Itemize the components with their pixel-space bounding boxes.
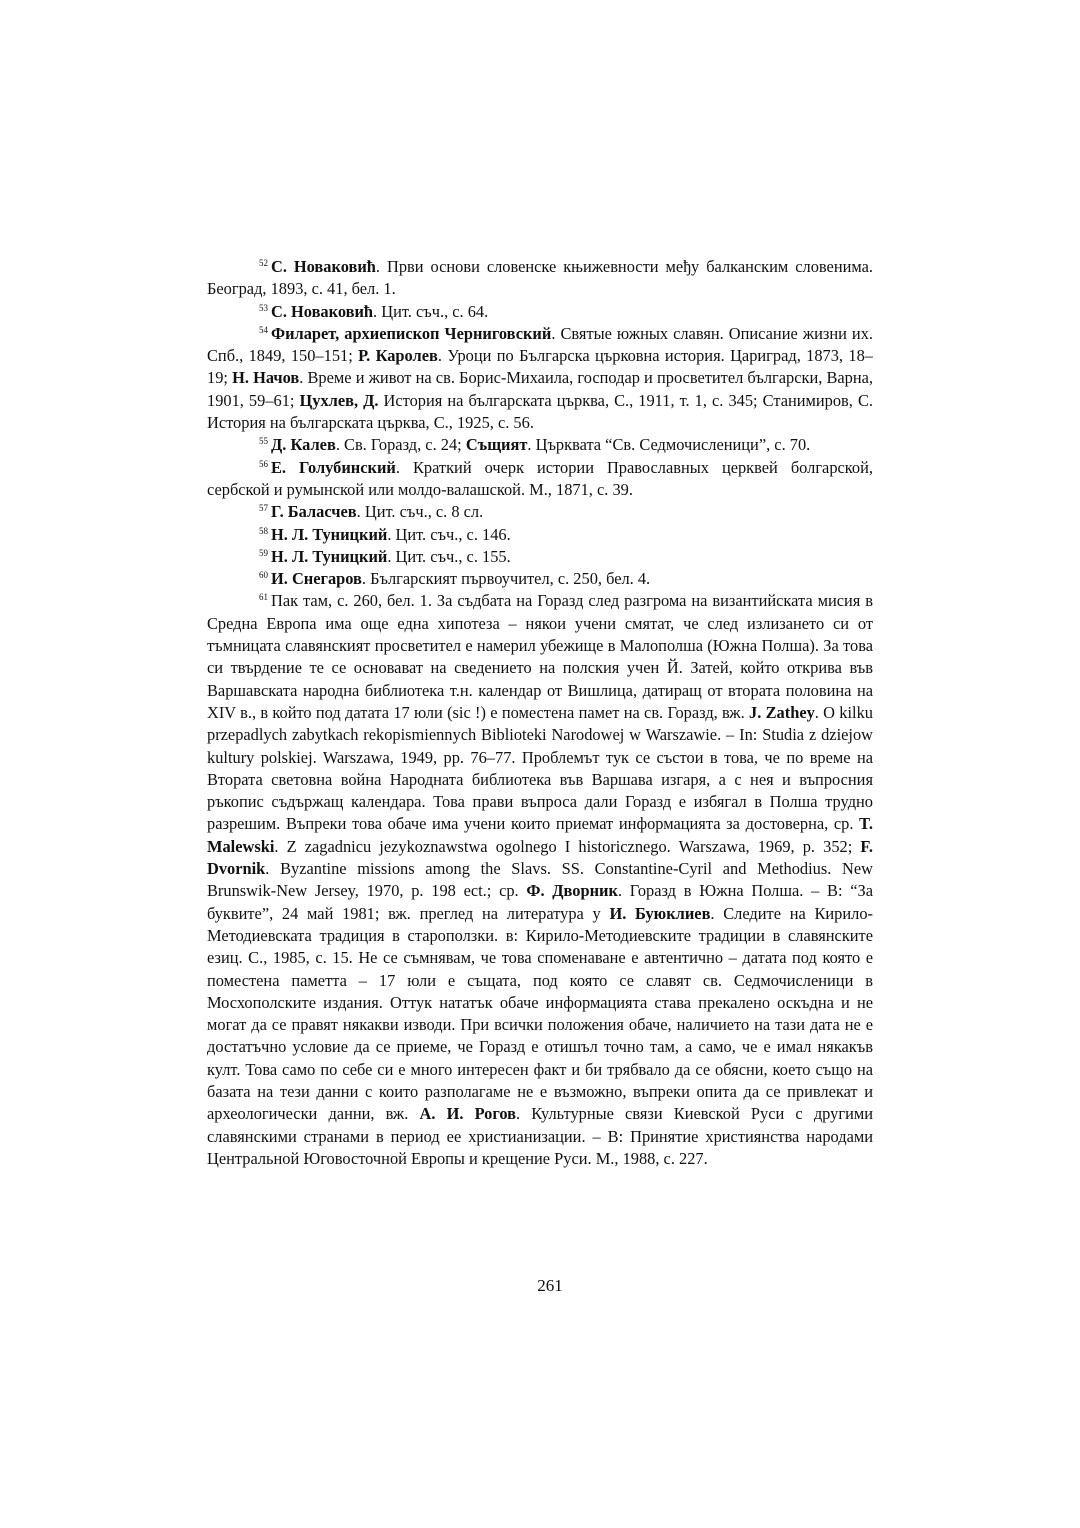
footnote-53 bbox=[207, 301, 873, 323]
footnote-number: 61 bbox=[259, 592, 268, 603]
footnote-number: 54 bbox=[259, 324, 268, 335]
footnote-text: Е. Голубинский. Краткий очерк истории Православных церквей болгарской, сербской и румынской или молдо-валашской. М., 1871, с. 39. bbox=[207, 457, 873, 499]
footnote-number: 56 bbox=[259, 458, 268, 469]
footnote-54 bbox=[207, 323, 873, 434]
footnote-number: 55 bbox=[259, 436, 268, 447]
footnote-number: 60 bbox=[259, 570, 268, 581]
footnote-text: Н. Л. Туницкий. Цит. съч., с. 146. bbox=[271, 524, 511, 544]
footnote-text: Пак там, с. 260, бел. 1. За съдбата на Горазд след разгрома на византийската мисия в Средна Европа има още една хипотеза – някои учени смятат, че след излизането си от тъмницата славянският просветител е намерил убежище в Малополша (Южна Полша). За това си твърдение те се основават на сведението на полския учен Й. Затей, който открива във Варшавската народна библиотека т.н. календар от Вишлица, датиращ от втората половина на XIV в., в който под датата 17 юли (sic !) е поместена памет на св. Горазд, вж. J. Zathey. O kilku przepadlych zabytkach rekopismiennych Biblioteki Narodowej w Warszawie. – In: Studia z dziejow kultury polskiej. Warszawa, 1949, pp. 76–77. Проблемът тук се състои в това, че по време на Втората световна война Народната библиотека във Варшава изгаря, а с нея и въпросния ръкопис съдържащ календара. Това прави въпроса дали Горазд е избягал в Полша трудно разрешим. Въпреки това обаче има учени които приемат информацията за достоверна, ср. T. Malewski. Z zagadnicu jezykoznawstwa ogolnego I historicznego. Warszawa, 1969, p. 352; F. Dvornik. Byzantine missions among the Slavs. SS. Constantine-Cyril and Methodius. New Brunswik-New Jersey, 1970, p. 198 ect.; ср. Ф. Дворник. Горазд в Южна Полша. – В: “За буквите”, 24 май 1981; вж. преглед на литература у И. Буюклиев. Следите на Кирило-Методиевската традиция в староползки. в: Кирило-Методиевските традиции в славянските езиц. С., 1985, с. 15. Не се съмнявам, че това споменаване е автентично – датата под която е поместена паметта – 17 юли е същата, под която се славят св. Седмочисленици в Мосхополските издания. Оттук нататък обаче информацията става прекалено оскъдна и не могат да се правят някакви изводи. При всички положения обаче, наличието на тази дата не е достатъчно условие да се приеме, че Горазд е отишъл точно там, а само, че е имал някакъв култ. Това само по себе си е много интересен факт и би трябвало да се обясни, което също на базата на тези данни с които разполагаме не е възможно, въпреки опита да се привлекат и археологически данни, вж. А. И. Рогов. Культурные связи Киевской Руси с другими славянскими странами в период ее христианизации. – В: Принятие християнства народами Центральной Юговосточной Европы и крещение Руси. М., 1988, с. 227. bbox=[207, 591, 873, 1168]
footnotes-block bbox=[207, 256, 873, 1170]
footnote-number: 52 bbox=[259, 258, 268, 268]
footnote-number: 59 bbox=[259, 547, 268, 558]
footnote-text: И. Снегаров. Българският първоучител, с. 250, бел. 4. bbox=[271, 569, 651, 589]
footnote-text: С. Новаковић. Цит. съч., с. 64. bbox=[271, 301, 489, 321]
footnote-text: Н. Л. Туницкий. Цит. съч., с. 155. bbox=[271, 546, 511, 566]
footnote-55 bbox=[207, 434, 873, 456]
footnote-text: Филарет, архиепископ Черниговский. Святые южных славян. Описание жизни их. Спб., 1849, 150–151; Р. Каролев. Уроци по Българска църковна история. Цариград, 1873, 18–19; Н. Начов. Време и живот на св. Борис-Михаила, господар и просветител български, Варна, 1901, 59–61; Цухлев, Д. История на българската църква, С., 1911, т. 1, с. 345; Станимиров, С. История на българската църква, С., 1925, с. 56. bbox=[207, 323, 874, 433]
footnote-number: 57 bbox=[259, 503, 268, 514]
footnote-52 bbox=[207, 256, 873, 301]
footnote-number: 58 bbox=[259, 525, 268, 536]
footnote-61 bbox=[207, 590, 873, 1170]
footnote-text: Д. Калев. Св. Горазд, с. 24; Същият. Църквата “Св. Седмочисленици”, с. 70. bbox=[271, 435, 811, 455]
footnote-59 bbox=[207, 546, 873, 568]
footnote-number: 53 bbox=[259, 302, 268, 313]
footnote-text: С. Новаковић. Први основи словенске књижевности међу балканским словенима. Београд, 1893, с. 41, бел. 1. bbox=[207, 257, 873, 299]
footnote-60 bbox=[207, 568, 873, 590]
page-number: 261 bbox=[537, 1276, 563, 1295]
footnote-56 bbox=[207, 457, 873, 502]
footnote-58 bbox=[207, 524, 873, 546]
footnote-text: Г. Баласчев. Цит. съч., с. 8 сл. bbox=[271, 502, 484, 522]
footnote-57 bbox=[207, 501, 873, 523]
